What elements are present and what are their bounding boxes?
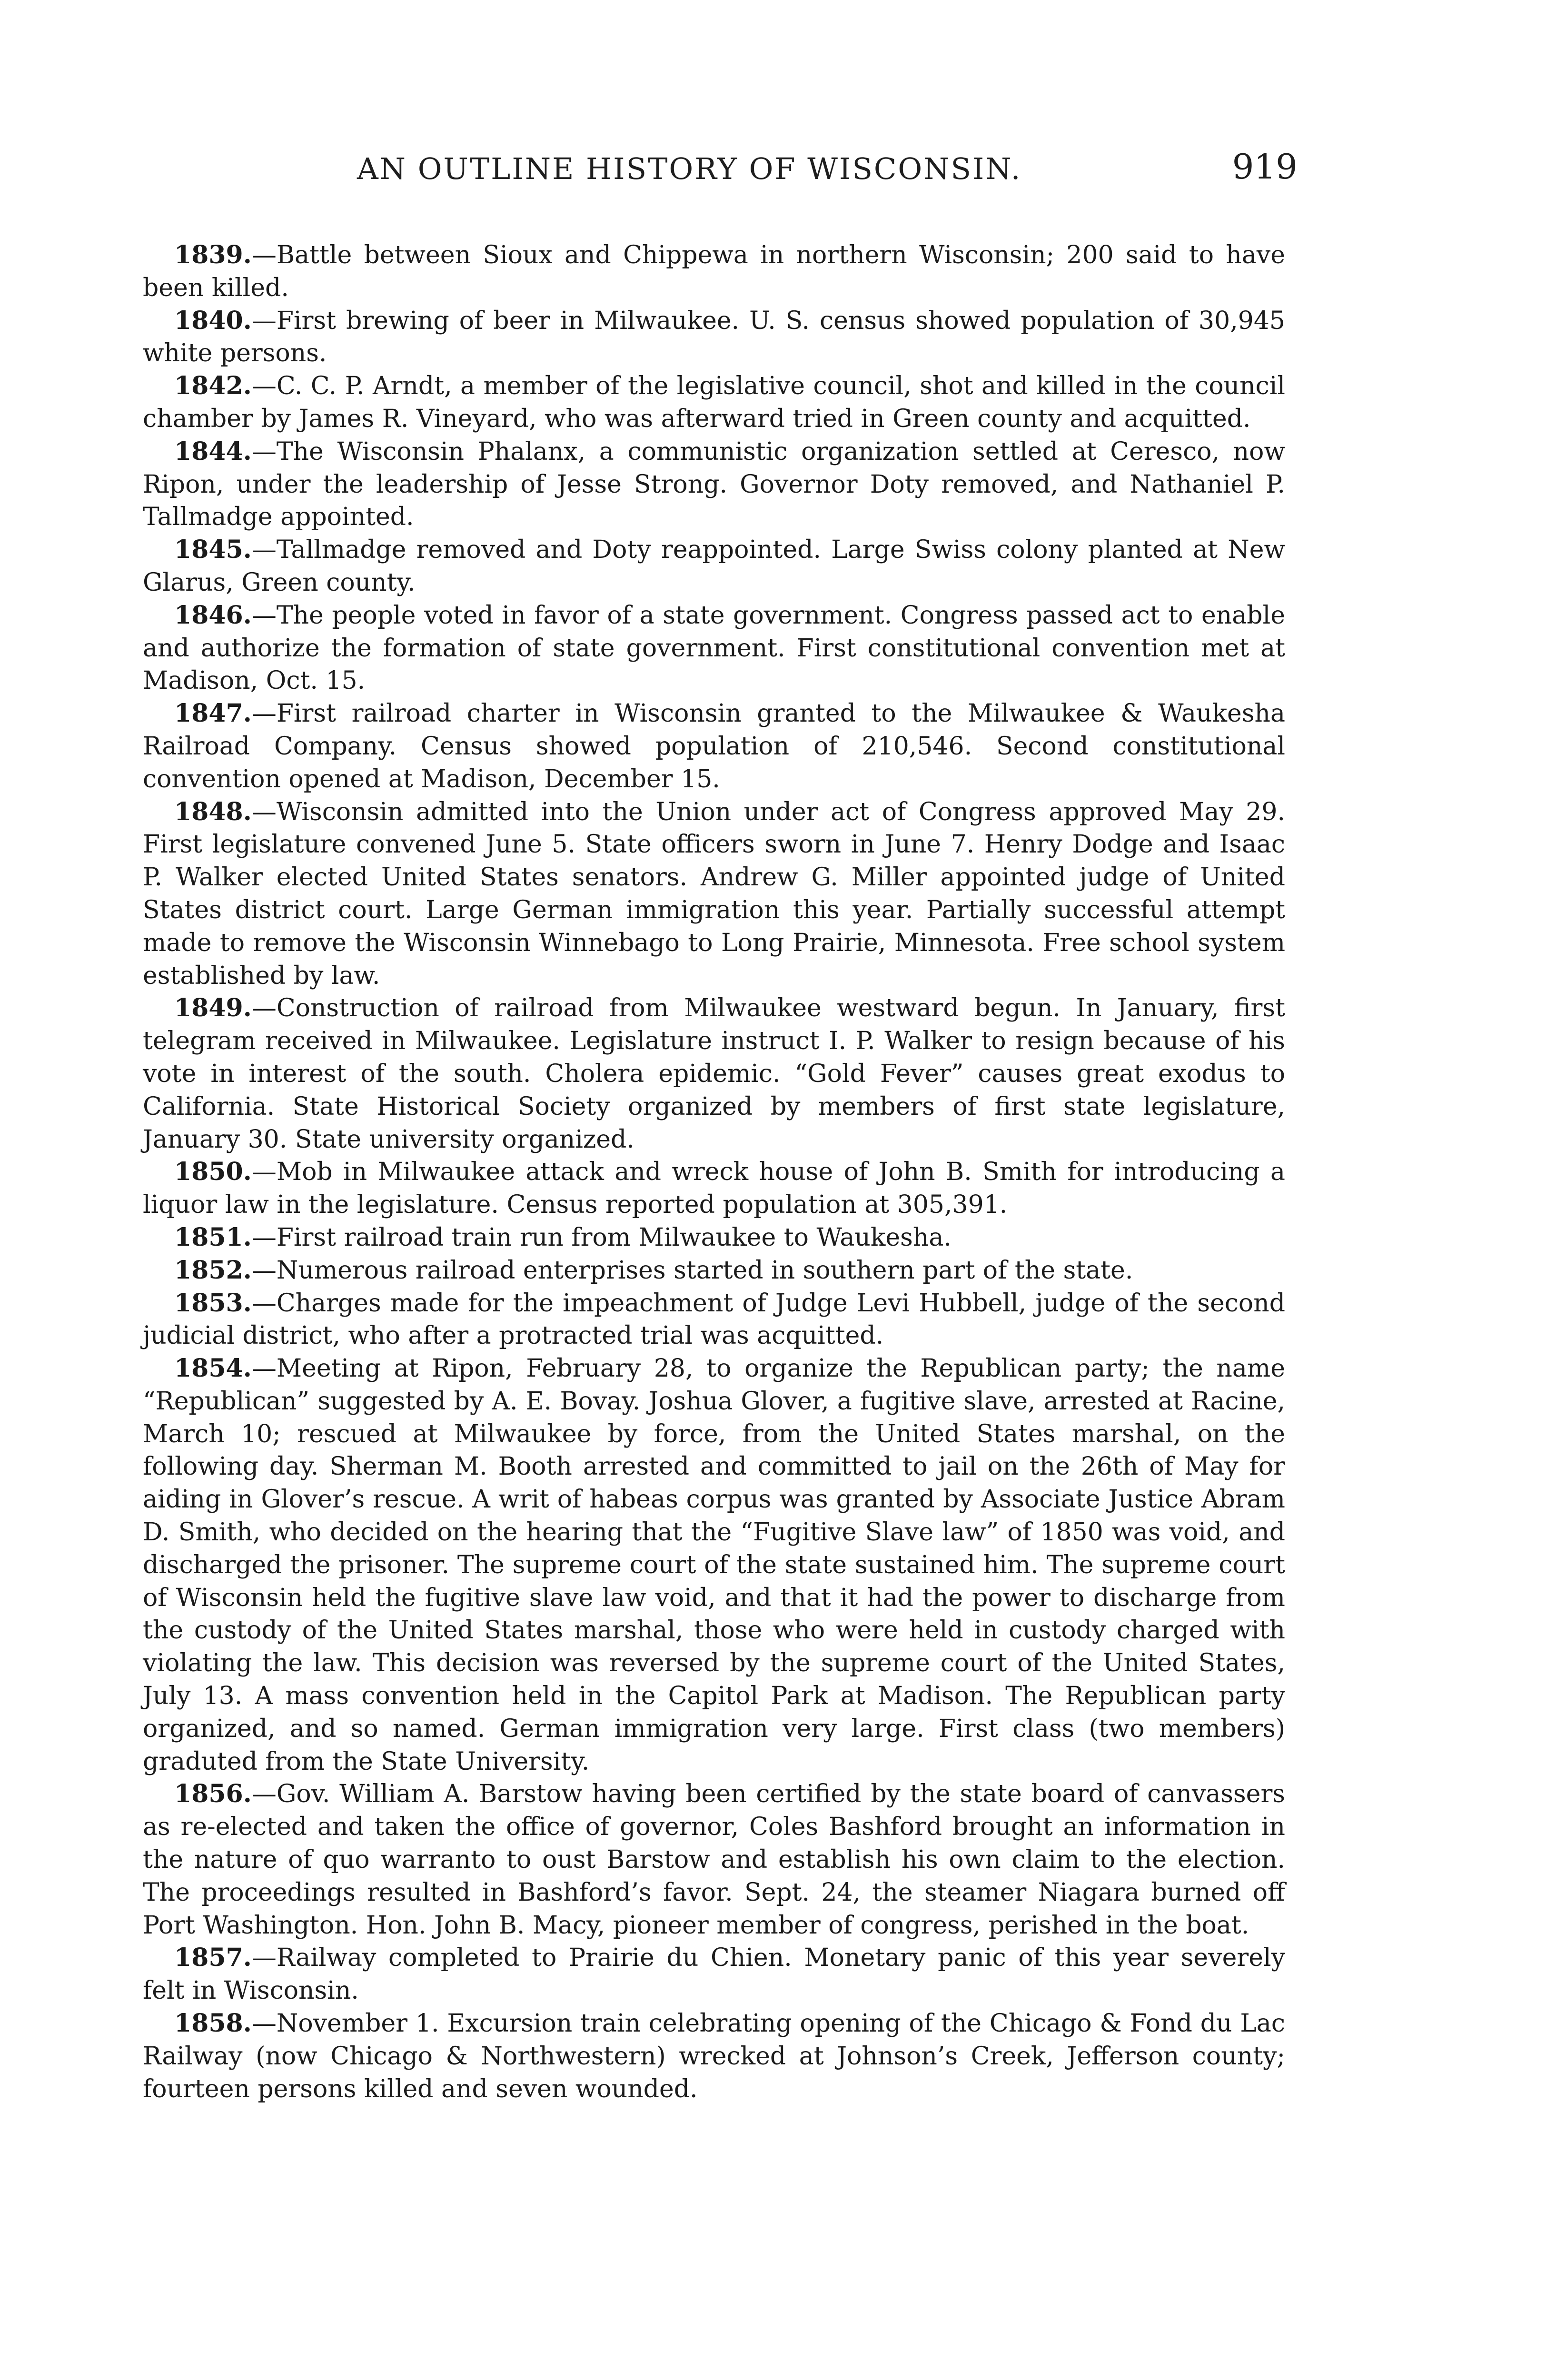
entry-text: —The people voted in favor of a state government. Congress passed act to enable and authorize the formation of state government. First constitutional convention met at Madison, Oct. 15.	[143, 601, 1285, 695]
entry-1854	[143, 1352, 1285, 1778]
entry-1849	[143, 992, 1285, 1156]
entry-year: 1858.	[174, 2009, 252, 2038]
entry-year: 1857.	[174, 1943, 252, 1973]
entry-text: —Tallmadge removed and Doty reappointed. Large Swiss colony planted at New Glarus, Green county.	[143, 536, 1285, 597]
entry-year: 1854.	[174, 1354, 252, 1383]
entry-1842	[143, 370, 1285, 436]
entry-1858	[143, 2007, 1285, 2105]
entry-1851	[143, 1221, 1285, 1254]
entry-text: —November 1. Excursion train celebrating opening of the Chicago & Fond du Lac Railway (now Chicago & Northwestern) wrecked at Johnson’s Creek, Jefferson county; fourteen persons killed and seven wounded.	[143, 2009, 1285, 2103]
entry-year: 1856.	[174, 1779, 252, 1809]
entry-year: 1845.	[174, 535, 252, 565]
entry-text: —Charges made for the impeachment of Judge Levi Hubbell, judge of the second judicial district, who after a protracted trial was acquitted.	[143, 1289, 1285, 1350]
entry-1857	[143, 1942, 1285, 2007]
entry-text: —The Wisconsin Phalanx, a communistic organization settled at Ceresco, now Ripon, under the leadership of Jesse Strong. Governor Doty removed, and Nathaniel P. Tallmadge appointed.	[143, 437, 1285, 532]
page-header	[143, 143, 1298, 195]
entry-1847	[143, 697, 1285, 795]
entry-year: 1852.	[174, 1255, 252, 1285]
entry-text: —Railway completed to Prairie du Chien. Monetary panic of this year severely felt in Wisconsin.	[143, 1944, 1285, 2005]
entry-1850	[143, 1156, 1285, 1221]
entry-year: 1840.	[174, 306, 252, 335]
entry-year: 1850.	[174, 1157, 252, 1187]
entry-1856	[143, 1778, 1285, 1942]
entry-text: —Battle between Sioux and Chippewa in northern Wisconsin; 200 said to have been killed.	[143, 241, 1285, 302]
entry-year: 1839.	[174, 240, 252, 269]
entry-text: —Wisconsin admitted into the Union under act of Congress approved May 29. First legislature convened June 5. State officers sworn in June 7. Henry Dodge and Isaac P. Walker elected United States senators. Andrew G. Miller appointed judge of United States district court. Large German immigration this year. Partially successful attempt made to remove the Wisconsin Winnebago to Long Prairie, Minnesota. Free school system established by law.	[143, 797, 1285, 990]
entry-year: 1842.	[174, 371, 252, 401]
entry-year: 1846.	[174, 600, 252, 630]
entry-year: 1847.	[174, 699, 252, 728]
chronology-entries	[143, 239, 1285, 2105]
entry-1839	[143, 239, 1285, 305]
entry-year: 1851.	[174, 1222, 252, 1252]
entry-text: —Construction of railroad from Milwaukee westward begun. In January, first telegram received in Milwaukee. Legislature instruct I. P. Walker to resign because of his vote in interest of the south. Cholera epidemic. “Gold Fever” causes great exodus to California. State Historical Society organized by members of first state legislature, January 30. State university organized.	[143, 994, 1285, 1154]
entry-text: —Numerous railroad enterprises started in southern part of the state.	[251, 1256, 1133, 1285]
entry-text: —First railroad train run from Milwaukee to Waukesha.	[251, 1223, 951, 1252]
entry-1844	[143, 436, 1285, 534]
running-title: AN OUTLINE HISTORY OF WISCONSIN.	[357, 151, 1022, 186]
entry-year: 1844.	[174, 436, 252, 466]
book-page	[143, 143, 1298, 2105]
entry-1848	[143, 796, 1285, 992]
entry-year: 1853.	[174, 1288, 252, 1318]
entry-1845	[143, 534, 1285, 599]
entry-1840	[143, 305, 1285, 370]
entry-text: —First brewing of beer in Milwaukee. U. S. census showed population of 30,945 white persons.	[143, 306, 1285, 368]
entry-text: —Meeting at Ripon, February 28, to organize the Republican party; the name “Republican” suggested by A. E. Bovay. Joshua Glover, a fugitive slave, arrested at Racine, March 10; rescued at Milwaukee by force, from the United States marshal, on the following day. Sherman M. Booth arrested and committed to jail on the 26th of May for aiding in Glover’s rescue. A writ of habeas corpus was granted by Associate Justice Abram D. Smith, who decided on the hearing that the “Fugitive Slave law” of 1850 was void, and discharged the prisoner. The supreme court of the state sustained him. The supreme court of Wisconsin held the fugitive slave law void, and that it had the power to discharge from the custody of the United States marshal, those who were held in custody charged with violating the law. This decision was reversed by the supreme court of the United States, July 13. A mass convention held in the Capitol Park at Madison. The Republican party organized, and so named. German immigration very large. First class (two members) graduted from the State University.	[143, 1354, 1285, 1776]
entry-text: —First railroad charter in Wisconsin granted to the Milwaukee & Waukesha Railroad Company. Census showed population of 210,546. Second constitutional convention opened at Madison, December 15.	[143, 699, 1285, 793]
entry-year: 1848.	[174, 797, 252, 826]
entry-1853	[143, 1287, 1285, 1353]
entry-text: —C. C. P. Arndt, a member of the legislative council, shot and killed in the council chamber by James R. Vineyard, who was afterward tried in Green county and acquitted.	[143, 372, 1285, 433]
entry-text: —Mob in Milwaukee attack and wreck house of John B. Smith for introducing a liquor law in the legislature. Census reported population at 305,391.	[143, 1158, 1285, 1220]
page-number: 919	[1232, 147, 1298, 187]
entry-text: —Gov. William A. Barstow having been certified by the state board of canvassers as re-elected and taken the office of governor, Coles Bashford brought an information in the nature of quo warranto to oust Barstow and establish his own claim to the election. The proceedings resulted in Bashford’s favor. Sept. 24, the steamer Niagara burned off Port Washington. Hon. John B. Macy, pioneer member of congress, perished in the boat.	[143, 1780, 1285, 1940]
entry-1852	[143, 1254, 1285, 1287]
entry-year: 1849.	[174, 993, 252, 1023]
entry-1846	[143, 599, 1285, 697]
